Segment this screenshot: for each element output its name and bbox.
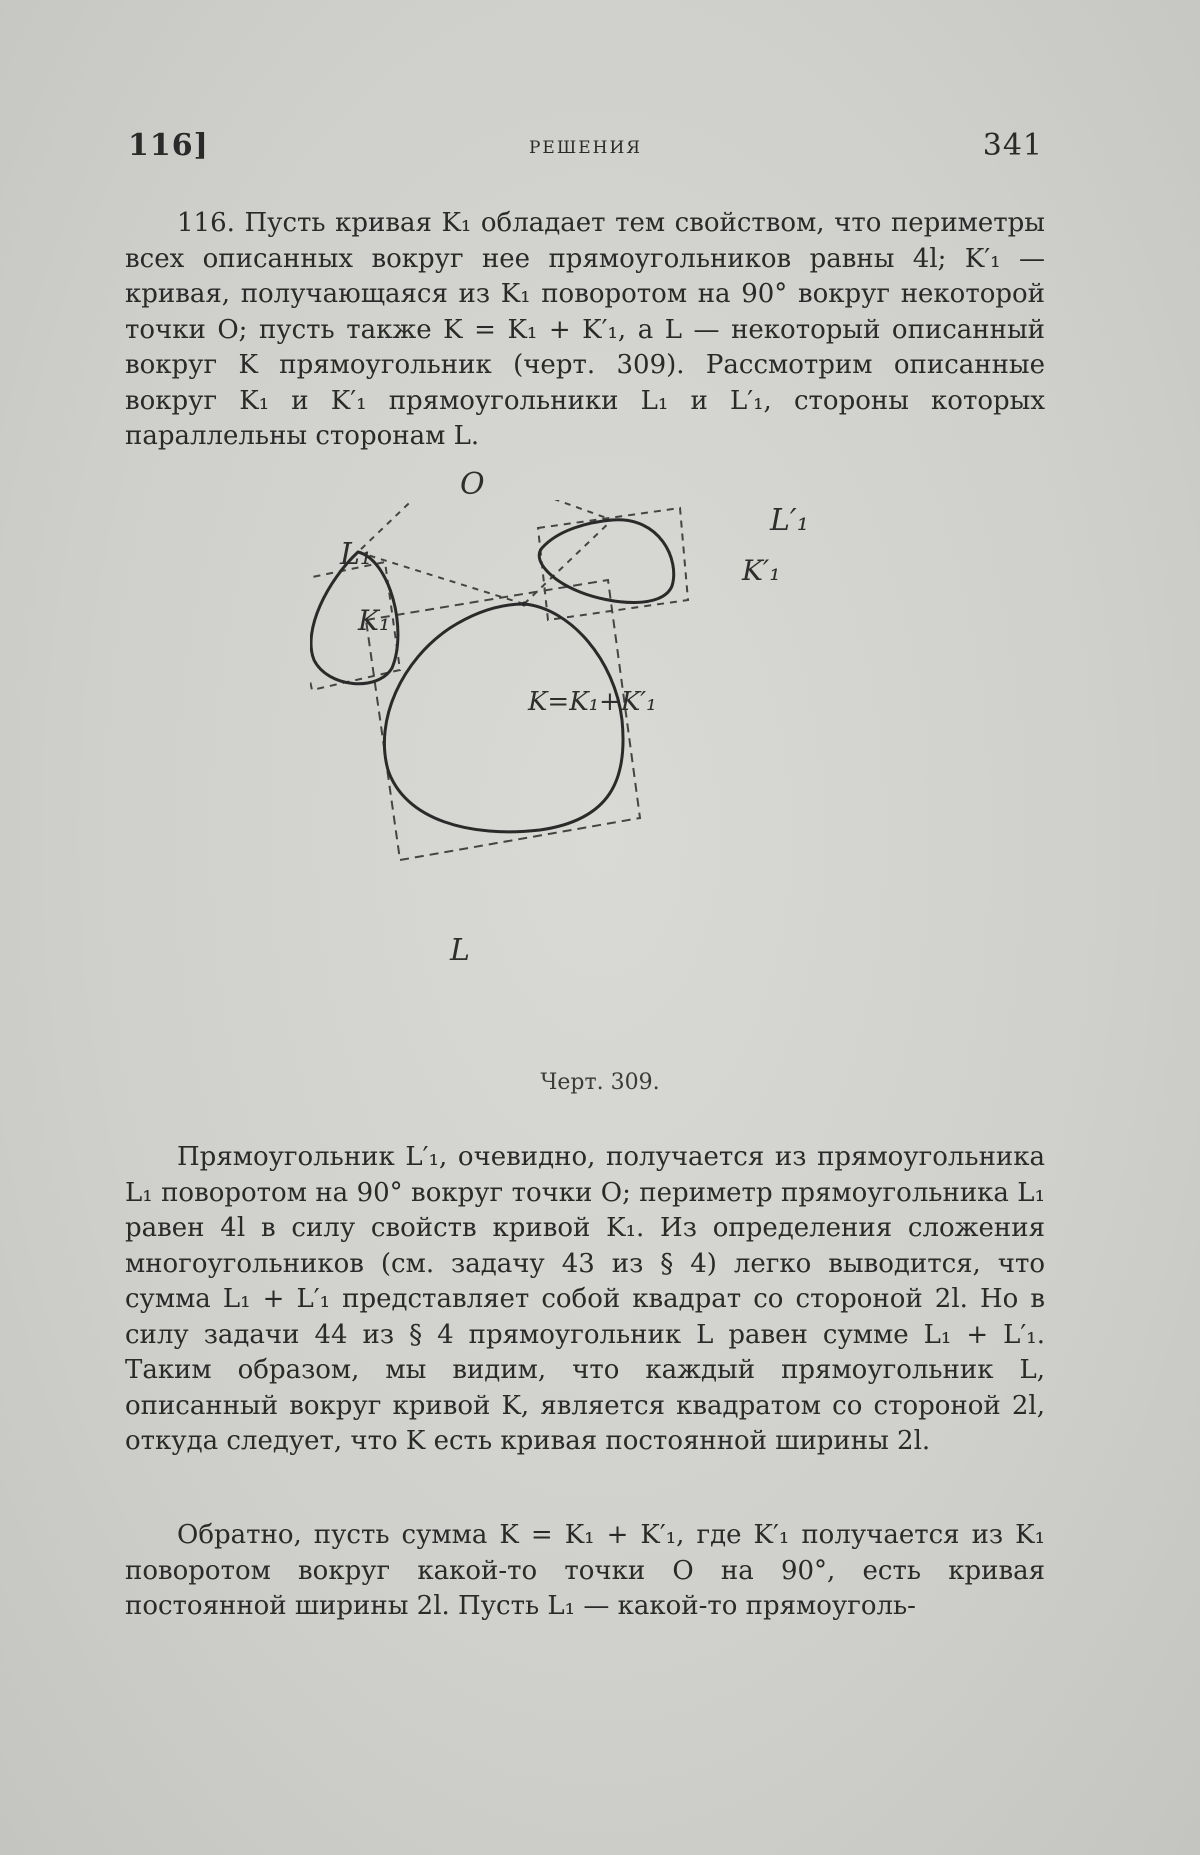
label-curve-sum: K=K₁+K′₁	[528, 687, 657, 717]
paragraph-converse: Обратно, пусть сумма K = K₁ + K′₁, где K′₁ получается из K₁ поворотом вокруг какой-то точки O на 90°, есть кривая постоянной ширины 2l. Пусть L₁ — какой-то прямоуголь-	[125, 1520, 1045, 1621]
page-header	[128, 128, 1043, 168]
section-number: 116]	[128, 128, 209, 163]
running-title: РЕШЕНИЯ	[528, 138, 643, 158]
label-rect-l: L	[450, 933, 470, 968]
label-rect-l1: L₁	[340, 537, 372, 572]
label-point-o: O	[460, 467, 485, 502]
paragraph-problem-116: 116. Пусть кривая K₁ обладает тем свойством, что периметры всех описанных вокруг нее прямоугольников равны 4l; K′₁ — кривая, получающаяся из K₁ поворотом на 90° вокруг некоторой точки O; пусть также K = K₁ + K′₁, а L — некоторый описанный вокруг K прямоугольник (черт. 309). Рассмотрим описанные вокруг K₁ и K′₁ прямоугольники L₁ и L′₁, стороны которых параллельны сторонам L.	[125, 208, 1045, 451]
figure-309-labels	[310, 440, 830, 1000]
paragraph-rectangle-argument: Прямоугольник L′₁, очевидно, получается из прямоугольника L₁ поворотом на 90° вокруг точки O; периметр прямоугольника L₁ равен 4l в силу свойств кривой K₁. Из определения сложения многоугольников (см. задачу 43 из § 4) легко выводится, что сумма L₁ + L′₁ представляет собой квадрат со стороной 2l. Но в силу задачи 44 из § 4 прямоугольник L равен сумме L₁ + L′₁. Таким образом, мы видим, что каждый прямоугольник L, описанный вокруг кривой K, является квадратом со стороной 2l, откуда следует, что K есть кривая постоянной ширины 2l.	[125, 1142, 1045, 1456]
figure-309	[310, 467, 830, 1060]
label-curve-k1-prime: K′₁	[742, 554, 781, 587]
label-rect-l1-prime: L′₁	[770, 503, 809, 538]
page-number: 341	[982, 128, 1043, 163]
figure-caption: Черт. 309.	[540, 1070, 660, 1095]
label-curve-k1: K₁	[358, 604, 391, 637]
